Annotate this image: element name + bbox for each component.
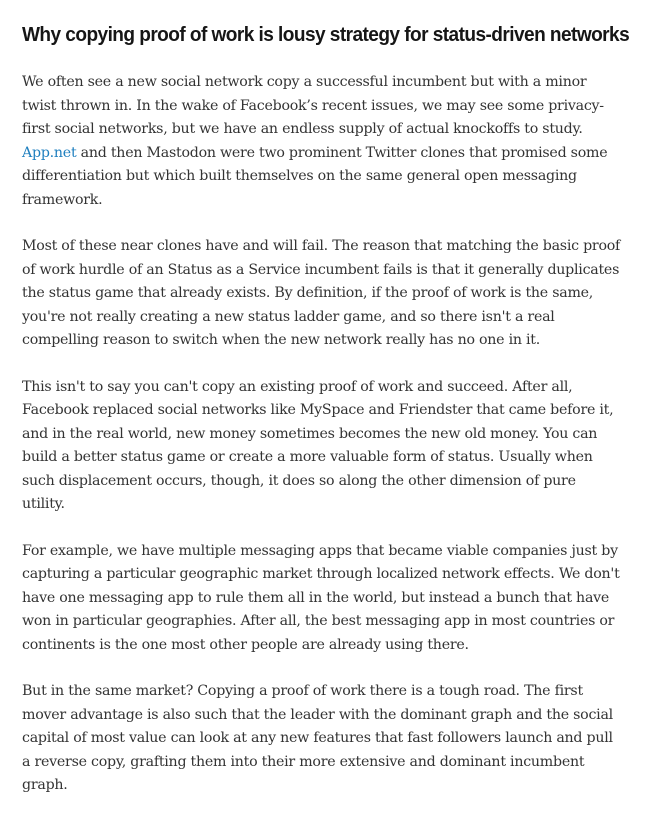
paragraph-5: But in the same market? Copying a proof of work there is a tough road. The first mover advantage is also such that the leader with the dominant graph and the social capital of most value can look at any new features that fast followers launch and pull a reverse copy, grafting them into their more extensive and dominant incumbent graph. [22,683,613,793]
article [0,21,646,798]
app-net-link[interactable]: App.net [22,144,77,161]
paragraph-4: For example, we have multiple messaging apps that became viable companies just by capturing a particular geographic market through localized network effects. We don't have one messaging app to rule them all in the world, but instead a bunch that have won in particular geographies. After all, the best messaging app in most countries or continents is the one most other people are already using there. [22,542,620,653]
paragraph-2: Most of these near clones have and will fail. The reason that matching the basic proof of work hurdle of an Status as a Service incumbent fails is that it generally duplicates the status game that already exists. By definition, if the proof of work is the same, you're not really creating a new status ladder game, and so there isn't a real compelling reason to switch when the new network really has no one in it. [22,238,621,348]
paragraph-1-text-end: and then Mastodon were two prominent Twitter clones that promised some differentiation but which built themselves on the same general open messaging framework. [22,144,608,208]
article-title: Why copying proof of work is lousy strategy for status-driven networks [22,23,630,46]
paragraph-3: This isn't to say you can't copy an existing proof of work and succeed. After all, Facebook replaced social networks like MySpace and Friendster that came before it, and in the real world, new money sometimes becomes the new old money. You can build a better status game or create a more valuable form of status. Usually when such displacement occurs, though, it does so along the other dimension of pure utility. [22,378,614,512]
paragraph-1-text-start: We often see a new social network copy a successful incumbent but with a minor twist thrown in. In the wake of Facebook’s recent issues, we may see some privacy-first social networks, but we have an endless supply of actual knockoffs to study. [22,74,604,137]
paragraph-1 [22,71,622,212]
